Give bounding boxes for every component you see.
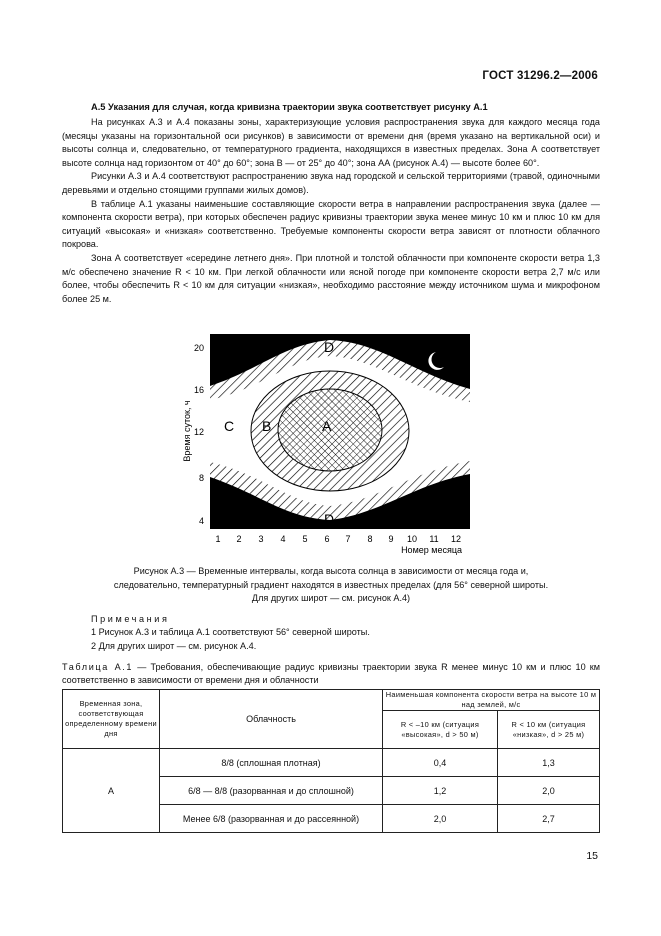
cell-low: 2,0	[498, 777, 600, 805]
section-body	[62, 116, 600, 306]
caption-line: Рисунок А.3 — Временные интервалы, когда высота солнца в зависимости от месяца года и,	[133, 566, 529, 576]
zone-label-d-top: D	[324, 339, 335, 355]
figure-a3	[180, 334, 470, 559]
cell-high: 0,4	[383, 749, 498, 777]
note-item: 1 Рисунок А.3 и таблица А.1 соответствуют 56° северной широты.	[91, 627, 370, 638]
paragraph: Рисунки А.3 и А.4 соответствуют распространению звука над городской и сельской территориями (травой, одиночными деревьями и отдельно стоящими группами жилых домов).	[62, 171, 600, 195]
cell-high: 1,2	[383, 777, 498, 805]
zone-label-b: B	[262, 418, 272, 434]
table-title-text: — Требования, обеспечивающие радиус кривизны траектории звука R менее минус 10 км и плюс 10 км соответственно в зависимости от времени дня и облачности	[62, 662, 601, 686]
x-tick: 9	[388, 534, 394, 544]
header-wind: Наименьшая компонента скорости ветра на высоте 10 м над землей, м/с	[383, 690, 600, 711]
x-tick: 1	[215, 534, 221, 544]
cell-cloud: Менее 6/8 (разорванная и до рассеянной)	[160, 805, 383, 833]
standard-header: ГОСТ 31296.2—2006	[482, 70, 598, 82]
x-tick: 4	[280, 534, 286, 544]
requirements-table	[62, 689, 600, 833]
zone-label-c: C	[224, 418, 235, 434]
cell-low: 2,7	[498, 805, 600, 833]
cell-cloud: 6/8 — 8/8 (разорванная и до сплошной)	[160, 777, 383, 805]
x-tick: 12	[450, 534, 462, 544]
x-tick: 7	[345, 534, 351, 544]
table-title-prefix: Таблица А.1	[62, 662, 134, 672]
paragraph: В таблице А.1 указаны наименьшие составляющие скорости ветра в направлении распространения звука (далее — компонента скорости ветра), при которых обеспечен радиус кривизны траектории звука менее минус 10 км и плюс 10 км для ситуаций «высокая» и «низкая» соответственно. Требуемые компоненты скорости ветра зависят от плотности облачного покрова.	[62, 198, 600, 250]
paragraph: Зона А соответствует «середине летнего дня». При плотной и толстой облачности при компоненте скорости ветра 1,3 м/с обеспечено значение R < 10 км. При легкой облачности или ясной погоде при компоненте скорости ветра 2,7 м/с или более, чтобы обеспечить R < 10 км для ситуации «низкая», необходимо расстояние между источником шума и микрофоном более 25 м.	[62, 252, 600, 304]
page-number: 15	[586, 850, 598, 862]
header-low: R < 10 км (ситуация «низкая», d > 25 м)	[498, 711, 600, 749]
cell-zone: А	[63, 749, 160, 833]
table-row	[63, 749, 600, 777]
x-tick: 3	[258, 534, 264, 544]
zone-label-a: A	[322, 418, 332, 434]
y-tick: 4	[198, 516, 204, 526]
x-tick: 10	[406, 534, 418, 544]
cell-high: 2,0	[383, 805, 498, 833]
table-title	[62, 661, 600, 688]
zone-label-d-bottom: D	[324, 511, 335, 527]
cell-low: 1,3	[498, 749, 600, 777]
paragraph: На рисунках А.3 и А.4 показаны зоны, характеризующие условия распространения звука для каждого месяца года (месяцы указаны на горизонтальной оси рисунков) в зависимости от времени дня (время указано на вертикальной оси) и высоты солнца и, следовательно, от температурного градиента, находящихся в известных пределах. Зона А соответствует высоте солнца над горизонтом от 40° до 60°; зона В — от 25° до 40°; зона АА (рисунок А.4) — высоте более 60°.	[62, 117, 600, 168]
caption-line: Для других широт — см. рисунок А.4)	[251, 593, 411, 604]
section-title: A.5 Указания для случая, когда кривизна траектории звука соответствует рисунку А.1	[91, 102, 488, 112]
x-tick: 5	[302, 534, 308, 544]
figure-caption	[62, 565, 600, 606]
note-item: 2 Для других широт — см. рисунок А.4.	[91, 640, 257, 651]
header-zone: Временная зона, соответствующая определенному времени дня	[63, 690, 160, 749]
x-tick: 6	[324, 534, 330, 544]
header-cloud: Облачность	[160, 690, 383, 749]
y-tick: 20	[193, 343, 204, 353]
notes-block	[91, 613, 370, 653]
caption-line: следовательно, температурный градиент находятся в известных пределах (для 56° северной широты.	[113, 579, 549, 590]
x-tick: 8	[367, 534, 373, 544]
header-high: R < –10 км (ситуация «высокая», d > 50 м)	[383, 711, 498, 749]
notes-title: Примечания	[91, 614, 170, 624]
x-tick: 11	[429, 534, 439, 544]
x-axis-label: Номер месяца	[401, 545, 462, 555]
y-tick: 16	[193, 385, 204, 395]
x-tick: 2	[236, 534, 242, 544]
y-axis-label: Время суток, ч	[182, 400, 192, 462]
y-tick: 8	[198, 473, 204, 483]
y-tick: 12	[193, 427, 204, 437]
cell-cloud: 8/8 (сплошная плотная)	[160, 749, 383, 777]
